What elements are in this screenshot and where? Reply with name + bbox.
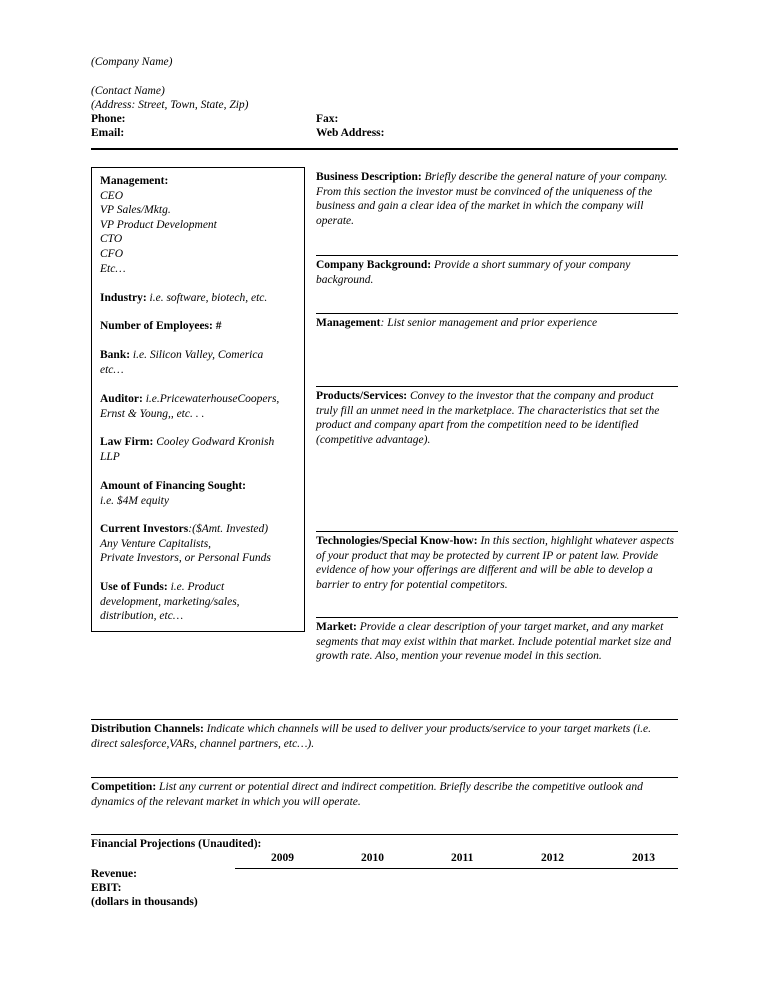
distribution-channels-label: Distribution Channels: xyxy=(91,723,204,735)
management-item: CTO xyxy=(100,233,123,246)
competition-label: Competition: xyxy=(91,781,157,793)
management-item: Etc… xyxy=(100,262,126,275)
year-header: 2013 xyxy=(632,852,655,864)
year-header-underline xyxy=(235,868,678,869)
competition-text: List any current or potential direct and indirect competition. Briefly describe the competitive outlook and dynamics of the relevant market in which you will operate. xyxy=(91,781,643,808)
year-header: 2011 xyxy=(451,852,474,864)
use-of-funds-value: i.e. Product xyxy=(170,581,225,593)
employees-label: Number of Employees: # xyxy=(100,320,222,332)
market-label: Market: xyxy=(316,621,357,633)
law-firm-value: Cooley Godward Kronish xyxy=(156,436,275,448)
revenue-label: Revenue: xyxy=(91,868,137,880)
section-divider xyxy=(91,777,678,778)
business-description-label: Business Description: xyxy=(316,171,422,183)
management-item: VP Product Development xyxy=(100,218,217,231)
management-group xyxy=(100,174,300,276)
industry-group xyxy=(100,291,300,306)
section-divider xyxy=(316,531,678,532)
section-divider xyxy=(316,255,678,256)
bank-group xyxy=(100,348,300,377)
products-services-label: Products/Services: xyxy=(316,390,408,402)
use-of-funds-value-cont: distribution, etc… xyxy=(100,610,184,623)
financing-group xyxy=(100,479,300,508)
law-firm-group xyxy=(100,435,300,464)
section-divider xyxy=(316,313,678,314)
section-divider xyxy=(91,719,678,720)
products-services-section xyxy=(316,389,678,447)
fax-label: Fax: xyxy=(316,113,339,125)
competition-section xyxy=(91,780,678,809)
email-label: Email: xyxy=(91,127,125,139)
year-header: 2012 xyxy=(541,852,564,864)
auditor-value: i.e.PricewaterhouseCoopers, xyxy=(145,393,280,405)
financial-years-row xyxy=(91,851,678,866)
financing-value: i.e. $4M equity xyxy=(100,494,169,507)
units-label: (dollars in thousands) xyxy=(91,896,198,908)
products-services-text: Convey to the investor that the company and product truly fill an unmet need in the marketplace. The characteristics that set the product and company apart from the competition need to be identified (competitive advantage). xyxy=(316,390,660,446)
address: (Address: Street, Town, State, Zip) xyxy=(91,99,249,111)
investors-value: :($Amt. Invested) xyxy=(188,523,269,535)
company-background-label: Company Background: xyxy=(316,259,432,271)
market-section xyxy=(316,620,678,664)
use-of-funds-value-cont: development, marketing/sales, xyxy=(100,595,240,608)
law-firm-value-cont: LLP xyxy=(100,450,120,463)
management-item: CEO xyxy=(100,189,123,202)
technologies-section xyxy=(316,534,678,592)
business-description-section xyxy=(316,170,678,228)
bank-label: Bank: xyxy=(100,349,131,361)
law-firm-label: Law Firm: xyxy=(100,436,154,448)
auditor-label: Auditor: xyxy=(100,393,143,405)
section-divider xyxy=(91,834,678,835)
investors-label: Current Investors xyxy=(100,523,189,535)
company-background-section xyxy=(316,258,678,287)
investors-line: Any Venture Capitalists, xyxy=(100,537,212,550)
bank-value-cont: etc… xyxy=(100,363,124,376)
industry-value: i.e. software, biotech, etc. xyxy=(149,292,268,304)
technologies-label: Technologies/Special Know-how: xyxy=(316,535,478,547)
management-section-label: Management xyxy=(316,317,381,329)
year-header: 2010 xyxy=(361,852,384,864)
distribution-channels-section xyxy=(91,722,678,751)
financial-projections-title: Financial Projections (Unaudited): xyxy=(91,838,262,850)
investors-group xyxy=(100,522,300,566)
contact-name: (Contact Name) xyxy=(91,85,165,97)
management-item: CFO xyxy=(100,247,123,260)
year-header: 2009 xyxy=(271,852,294,864)
investors-line: Private Investors, or Personal Funds xyxy=(100,552,271,565)
management-label: Management: xyxy=(100,175,169,187)
industry-label: Industry: xyxy=(100,292,147,304)
business-description-text: Briefly describe the general nature of your company. From this section the investor must be convinced of the uniqueness of the business and gain a clear idea of the market in which the company will operate. xyxy=(316,171,668,227)
management-section xyxy=(316,316,678,331)
header-divider xyxy=(91,148,678,150)
section-divider xyxy=(316,617,678,618)
web-address-label: Web Address: xyxy=(316,127,385,139)
auditor-value-cont: Ernst & Young,, etc. . . xyxy=(100,407,205,420)
auditor-group xyxy=(100,392,300,421)
company-name: (Company Name) xyxy=(91,56,173,68)
management-item: VP Sales/Mktg. xyxy=(100,204,171,217)
company-summary-box xyxy=(91,167,305,632)
financing-label: Amount of Financing Sought: xyxy=(100,480,247,492)
ebit-label: EBIT: xyxy=(91,882,122,894)
management-section-text: : List senior management and prior experience xyxy=(380,317,598,329)
bank-value: i.e. Silicon Valley, Comerica xyxy=(132,349,264,361)
phone-label: Phone: xyxy=(91,113,126,125)
distribution-channels-text: Indicate which channels will be used to deliver your products/service to your target markets (i.e. direct salesforce,VARs, channel partners, etc…). xyxy=(91,723,652,750)
use-of-funds-group xyxy=(100,580,300,624)
use-of-funds-label: Use of Funds: xyxy=(100,581,168,593)
company-background-text: Provide a short summary of your company background. xyxy=(316,259,631,286)
technologies-text: In this section, highlight whatever aspects of your product that may be protected by current IP or patent law. Provide evidence of how your offerings are different and will be able to develop a barrier to entry for potential competitors. xyxy=(316,535,674,591)
market-text: Provide a clear description of your target market, and any market segments that may exist within that market. Include potential market size and growth rate. Also, mention your revenue model in this section. xyxy=(316,621,672,663)
section-divider xyxy=(316,386,678,387)
